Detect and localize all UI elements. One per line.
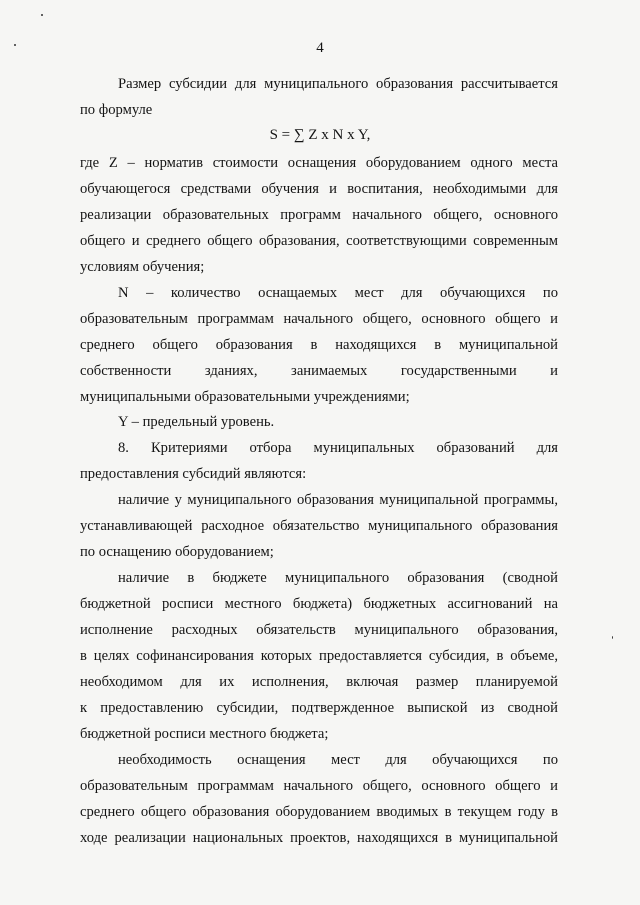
- paragraph-line: в целях софинансирования которых предоставляется субсидия, в объеме,: [80, 648, 558, 664]
- paragraph-line: бюджетной росписи местного бюджета) бюджетных ассигнований на: [80, 596, 558, 612]
- paragraph-line: муниципальными образовательными учреждениями;: [80, 389, 410, 405]
- paragraph-line: ходе реализации национальных проектов, находящихся в муниципальной: [80, 830, 558, 846]
- paragraph-line: к предоставлению субсидии, подтвержденное выпиской из сводной: [80, 700, 558, 716]
- scan-speck: [41, 14, 43, 16]
- page-number: 4: [316, 40, 324, 56]
- paragraph-line: 8. Критериями отбора муниципальных образований для: [118, 440, 558, 456]
- paragraph-line: необходимом для их исполнения, включая размер планируемой: [80, 674, 558, 690]
- paragraph-line: собственности зданиях, занимаемых государственными и: [80, 363, 558, 379]
- paragraph-line: по оснащению оборудованием;: [80, 544, 274, 560]
- paragraph-line: среднего общего образования оборудованием вводимых в текущем году в: [80, 804, 558, 820]
- paragraph-line: где Z – норматив стоимости оснащения оборудованием одного места: [80, 155, 558, 171]
- scan-speck: [612, 636, 613, 639]
- paragraph-line: Размер субсидии для муниципального образования рассчитывается: [118, 76, 558, 92]
- paragraph-line: предоставления субсидий являются:: [80, 466, 307, 482]
- paragraph-line: Y – предельный уровень.: [118, 414, 275, 430]
- paragraph-line: бюджетной росписи местного бюджета;: [80, 726, 329, 742]
- formula: S = ∑ Z x N x Y,: [269, 127, 371, 143]
- paragraph-line: исполнение расходных обязательств муниципального образования,: [80, 622, 558, 638]
- paragraph-line: условиям обучения;: [80, 259, 205, 275]
- paragraph-line: общего и среднего общего образования, соответствующими современным: [80, 233, 558, 249]
- paragraph-line: образовательным программам начального общего, основного общего и: [80, 778, 558, 794]
- paragraph-line: реализации образовательных программ начального общего, основного: [80, 207, 558, 223]
- paragraph-line: образовательным программам начального общего, основного общего и: [80, 311, 558, 327]
- paragraph-line: обучающегося средствами обучения и воспитания, необходимыми для: [80, 181, 558, 197]
- paragraph-line: N – количество оснащаемых мест для обучающихся по: [118, 285, 558, 301]
- paragraph-line: по формуле: [80, 102, 153, 118]
- paragraph-line: наличие у муниципального образования муниципальной программы,: [118, 492, 558, 508]
- paragraph-line: наличие в бюджете муниципального образования (сводной: [118, 570, 558, 586]
- paragraph-line: необходимость оснащения мест для обучающихся по: [118, 752, 558, 768]
- paragraph-line: устанавливающей расходное обязательство муниципального образования: [80, 518, 558, 534]
- paragraph-line: среднего общего образования в находящихся в муниципальной: [80, 337, 558, 353]
